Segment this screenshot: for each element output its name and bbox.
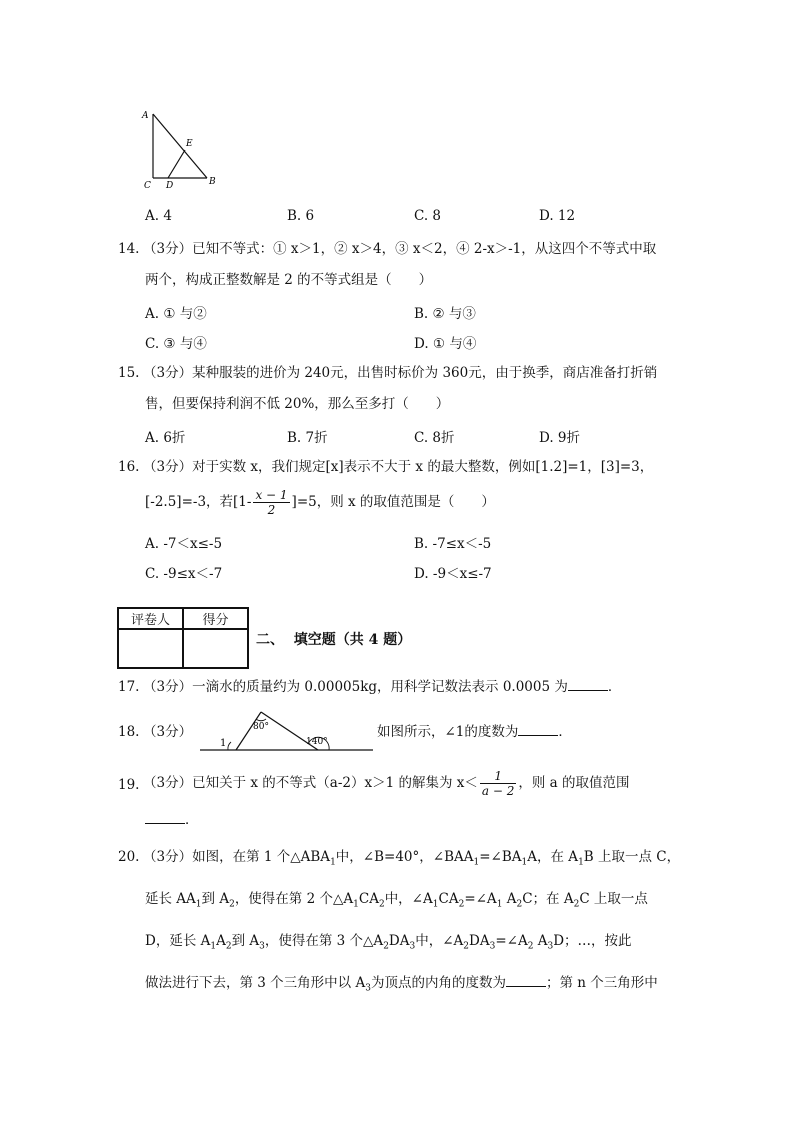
q16-line2-post: ]=5，则 x 的取值范围是（ ） bbox=[291, 494, 495, 510]
q15-option-d: D. 9折 bbox=[539, 430, 581, 446]
q20-l3h: =∠A bbox=[495, 933, 528, 949]
q20-l3d: ，使得在第 3 个△A bbox=[264, 933, 384, 949]
q17-number: 17. bbox=[118, 679, 140, 695]
q19-fraction bbox=[480, 769, 516, 798]
q20-l2j: C 上取一点 bbox=[579, 891, 648, 907]
sub: 1 bbox=[353, 899, 359, 910]
q18-blank bbox=[518, 723, 558, 736]
q20-line1 bbox=[143, 840, 680, 880]
q15-option-b: B. 7折 bbox=[287, 430, 328, 446]
sub: 1 bbox=[521, 857, 528, 868]
q20-l1b: 中，∠B=40°，∠BAA bbox=[335, 849, 474, 865]
q19-blank bbox=[145, 811, 185, 824]
sub: 1 bbox=[473, 857, 480, 868]
q20-l2f: CA bbox=[438, 891, 459, 907]
q19-line2 bbox=[145, 808, 199, 832]
section-number: 二、 bbox=[256, 632, 284, 648]
q19-line bbox=[143, 766, 630, 800]
score-table bbox=[117, 607, 249, 669]
sub: 1 bbox=[330, 857, 336, 868]
q17-end: ． bbox=[607, 679, 622, 695]
q14-option-b: B. ② 与③ bbox=[414, 306, 476, 322]
q16-option-b: B. -7≤x＜-5 bbox=[414, 536, 492, 552]
q20-l2i: C；在 A bbox=[522, 891, 574, 907]
angle-figure-q18 bbox=[198, 706, 378, 758]
score-table-grader-header: 评卷人 bbox=[118, 608, 183, 629]
q20-l1e: B 上取一点 C， bbox=[583, 849, 681, 865]
q20-line3 bbox=[145, 924, 632, 964]
point-label-d: D bbox=[166, 181, 174, 191]
q14-option-d: D. ① 与④ bbox=[414, 336, 477, 352]
sub: 3 bbox=[409, 941, 416, 952]
angle-label-1: 1 bbox=[220, 738, 227, 749]
q20-l4c: ；第 n 个三角形中 bbox=[545, 975, 658, 991]
q20-l4a: 做法进行下去，第 3 个三角形中以 A bbox=[145, 975, 366, 991]
q20-line4 bbox=[145, 966, 658, 1006]
sub: 2 bbox=[458, 899, 465, 910]
angle-label-140: 140° bbox=[306, 737, 328, 747]
section-title: 填空题（共 4 题） bbox=[293, 632, 412, 648]
q20-l3b: A bbox=[216, 933, 226, 949]
sub: 3 bbox=[547, 941, 554, 952]
q16-option-d: D. -9＜x≤-7 bbox=[414, 566, 492, 582]
point-label-a: A bbox=[142, 111, 149, 121]
point-label-c: C bbox=[144, 181, 151, 191]
triangle-figure-q13 bbox=[138, 104, 228, 192]
q19-post: ，则 a 的取值范围 bbox=[518, 775, 630, 791]
sub: 2 bbox=[516, 899, 523, 910]
sub: 1 bbox=[195, 899, 202, 910]
q16-option-c: C. -9≤x＜-7 bbox=[145, 566, 223, 582]
q15-line2: 售，但要保持利润不低 20%，那么至多打（ ） bbox=[145, 396, 450, 412]
section-heading bbox=[256, 629, 411, 649]
q14-line1: （3分）已知不等式：① x＞1，② x＞4，③ x＜2，④ 2-x＞-1，从这四个不等式中取 bbox=[143, 241, 657, 257]
q18-score: （3分） bbox=[143, 724, 193, 740]
q16-number: 16. bbox=[118, 459, 140, 475]
q19-pre: （3分）已知关于 x 的不等式（a-2）x＞1 的解集为 x＜ bbox=[143, 775, 478, 791]
q17-text: （3分）一滴水的质量约为 0.00005kg，用科学记数法表示 0.0005 为 bbox=[143, 679, 568, 695]
q13-option-d: D. 12 bbox=[539, 208, 576, 224]
q20-l2c: ，使得在第 2 个△A bbox=[234, 891, 354, 907]
sub: 1 bbox=[578, 857, 584, 868]
q14-number: 14. bbox=[118, 241, 140, 257]
q19-number: 19. bbox=[118, 777, 140, 793]
q16-fraction bbox=[253, 488, 289, 517]
q14-option-c: C. ③ 与④ bbox=[145, 336, 207, 352]
q17-blank bbox=[568, 678, 608, 691]
q20-l3f: 中，∠A bbox=[415, 933, 464, 949]
q19-end: ． bbox=[185, 812, 199, 828]
point-label-e: E bbox=[186, 139, 193, 149]
q15-option-a: A. 6折 bbox=[145, 430, 186, 446]
q18-text: 如图所示，∠1的度数为 bbox=[377, 724, 519, 740]
sub: 2 bbox=[229, 899, 235, 910]
q20-l1a: （3分）如图，在第 1 个△ABA bbox=[143, 849, 331, 865]
q17-line bbox=[143, 670, 621, 704]
q20-l4b: 为顶点的内角的度数为 bbox=[370, 975, 506, 991]
point-label-b: B bbox=[209, 177, 216, 187]
q15-number: 15. bbox=[118, 365, 140, 381]
sub: 2 bbox=[463, 941, 470, 952]
sub: 2 bbox=[527, 941, 534, 952]
q20-l3c: 到 A bbox=[231, 933, 260, 949]
score-table-grader-cell bbox=[118, 629, 183, 668]
q15-line1: （3分）某种服装的进价为 240元，出售时标价为 360元，由于换季，商店准备打折销 bbox=[143, 365, 658, 381]
q20-number: 20. bbox=[118, 849, 140, 865]
sub: 2 bbox=[378, 899, 385, 910]
q20-l2d: CA bbox=[358, 891, 379, 907]
q20-l2g: =∠A bbox=[464, 891, 497, 907]
q20-blank bbox=[506, 974, 546, 987]
sub: 2 bbox=[225, 941, 232, 952]
score-table-score-cell bbox=[183, 629, 248, 668]
q16-line1: （3分）对于实数 x，我们规定[x]表示不大于 x 的最大整数，例如[1.2]=1，[3]=3， bbox=[143, 459, 654, 475]
q20-l3g: DA bbox=[469, 933, 490, 949]
q13-option-c: C. 8 bbox=[414, 208, 442, 224]
sub: 3 bbox=[489, 941, 496, 952]
q16-line2 bbox=[145, 485, 495, 519]
sub: 2 bbox=[573, 899, 580, 910]
q20-l3e: DA bbox=[388, 933, 410, 949]
q20-l2h: A bbox=[502, 891, 517, 907]
q14-option-a: A. ① 与② bbox=[145, 306, 207, 322]
q20-l3j: D；…，按此 bbox=[553, 933, 632, 949]
q20-l2e: 中，∠A bbox=[384, 891, 433, 907]
q16-option-a: A. -7＜x≤-5 bbox=[145, 536, 223, 552]
q13-option-b: B. 6 bbox=[287, 208, 315, 224]
q20-l3i: A bbox=[533, 933, 548, 949]
q16-line2-pre: [-2.5]=-3，若[1- bbox=[145, 494, 252, 510]
sub: 2 bbox=[383, 941, 389, 952]
q19-frac-den: a − 2 bbox=[481, 784, 515, 798]
q16-frac-den: 2 bbox=[253, 502, 289, 517]
q20-line2 bbox=[145, 882, 648, 922]
q14-line2: 两个，构成正整数解是 2 的不等式组是（ ） bbox=[145, 272, 433, 288]
q18-number: 18. bbox=[118, 724, 140, 740]
q13-option-a: A. 4 bbox=[145, 208, 172, 224]
sub: 3 bbox=[365, 983, 371, 994]
q20-l1c: =∠BA bbox=[479, 849, 522, 865]
score-table-score-header: 得分 bbox=[183, 608, 248, 629]
sub: 1 bbox=[496, 899, 503, 910]
angle-label-80: 80° bbox=[253, 722, 269, 732]
q15-option-c: C. 8折 bbox=[414, 430, 455, 446]
q20-l2b: 到 A bbox=[201, 891, 230, 907]
q20-l1d: A，在 A bbox=[527, 849, 579, 865]
q20-l2a: 延长 AA bbox=[145, 891, 196, 907]
sub: 3 bbox=[259, 941, 265, 952]
sub: 1 bbox=[432, 899, 439, 910]
q20-l3a: D，延长 A bbox=[145, 933, 211, 949]
q16-frac-num: x − 1 bbox=[255, 488, 288, 502]
q18-end: ． bbox=[558, 724, 572, 740]
sub: 1 bbox=[210, 941, 217, 952]
q18-line bbox=[377, 715, 572, 749]
q19-frac-num: 1 bbox=[494, 769, 502, 783]
